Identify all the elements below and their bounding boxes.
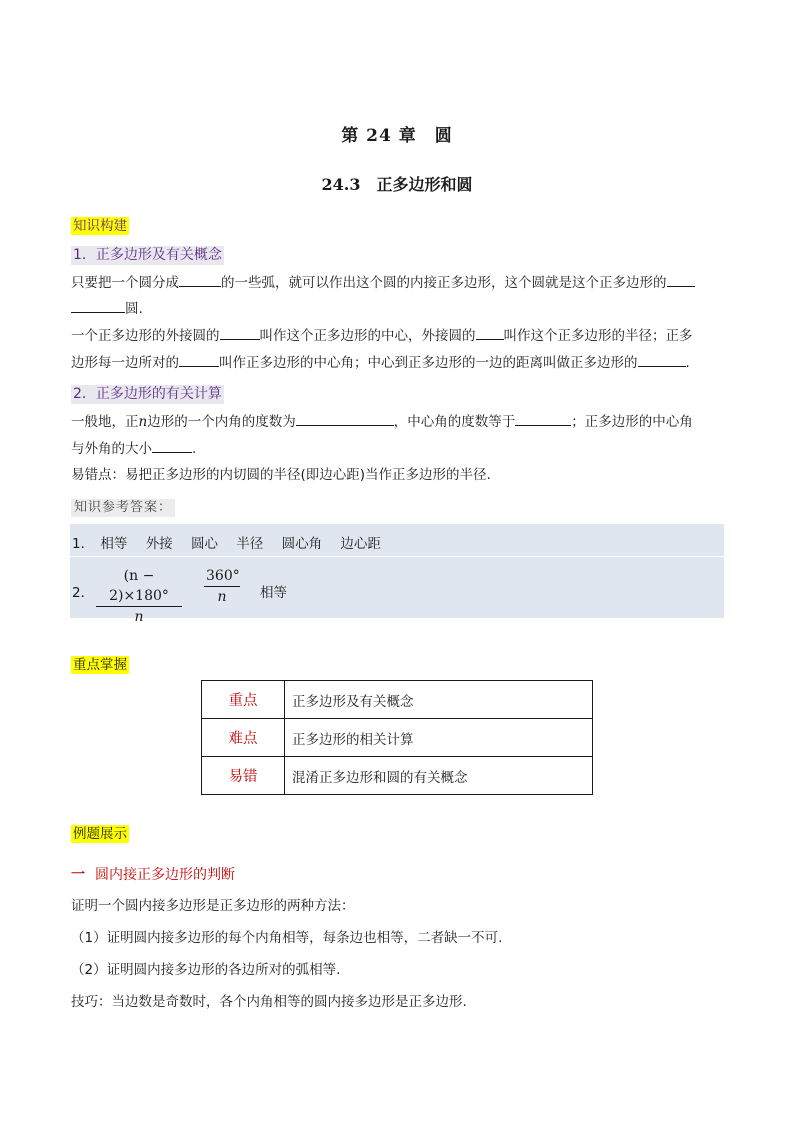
key-points-label: 重点掌握 — [73, 657, 127, 673]
key-cell: 易错 — [202, 757, 285, 795]
fill-blank — [515, 412, 571, 426]
text-segment: . — [192, 441, 197, 457]
fill-blank — [220, 326, 260, 340]
text-segment: 一般地，正 — [71, 414, 139, 430]
fill-blank — [667, 273, 695, 287]
answers-box — [70, 524, 724, 625]
part1-heading: 1．正多边形及有关概念 — [73, 247, 222, 263]
answer-item: 边心距 — [340, 536, 381, 552]
row-prefix: 2． — [72, 585, 95, 601]
examples-label: 例题展示 — [73, 826, 127, 842]
key-points-table — [201, 680, 593, 795]
text-segment: 一个正多边形的外接圆的 — [71, 328, 220, 344]
text-segment: ，中心角的度数等于 — [393, 414, 516, 430]
answer-item: 外接 — [145, 536, 173, 552]
text-segment: 与外角的大小 — [71, 441, 152, 457]
example-line1: 证明一个圆内接多边形是正多边形的两种方法： — [71, 898, 355, 914]
table-row — [202, 681, 593, 719]
part1-line1 — [71, 273, 723, 292]
text-segment: 只要把一个圆分成 — [71, 275, 179, 291]
knowledge-label: 知识构建 — [73, 218, 127, 234]
table-row — [202, 719, 593, 757]
fill-blank — [71, 299, 125, 313]
fraction-numerator: (n − 2)×180° — [96, 566, 182, 607]
answers-label: 知识参考答案： — [71, 499, 175, 517]
fraction-numerator: 360° — [204, 566, 240, 587]
text-segment: . — [685, 355, 690, 371]
fraction-interior-angle — [96, 566, 182, 627]
part1-line4 — [71, 353, 723, 372]
answer-item: 圆心角 — [281, 536, 323, 552]
answers-row2 — [72, 566, 372, 625]
value-cell: 正多边形的相关计算 — [285, 719, 593, 757]
fraction-denominator: n — [217, 589, 227, 605]
fill-blank — [476, 326, 504, 340]
fill-blank — [638, 353, 686, 367]
fraction-denominator: n — [134, 609, 144, 625]
fill-blank — [296, 412, 394, 426]
text-segment: 的一些弧，就可以作出这个圆的内接正多边形，这个圆就是这个正多边形的 — [221, 275, 667, 291]
part2-line1 — [71, 412, 723, 431]
fill-blank — [179, 353, 219, 367]
part1-line3 — [71, 326, 723, 345]
example-title — [71, 864, 235, 884]
value-cell: 正多边形及有关概念 — [285, 681, 593, 719]
answers-row1 — [72, 532, 395, 552]
text-segment: 圆. — [125, 301, 143, 317]
example-line3: （2）证明圆内接多边形的各边所对的弧相等. — [71, 962, 341, 978]
chapter-title: 第 24 章 圆 — [341, 126, 453, 146]
answer-item: 相等 — [260, 585, 287, 601]
table-row — [202, 757, 593, 795]
text-segment: 叫作这个正多边形的半径；正多 — [503, 328, 693, 344]
fraction-central-angle — [204, 566, 240, 607]
variable-n: n — [138, 414, 148, 430]
part2-line3: 易错点：易把正多边形的内切圆的半径(即边心距)当作正多边形的半径. — [71, 467, 491, 483]
row-prefix: 1． — [72, 536, 95, 552]
text-segment: 叫作正多边形的中心角；中心到正多边形的一边的距离叫做正多边形的 — [219, 355, 638, 371]
part2-line2 — [71, 439, 723, 458]
answers-divider — [70, 556, 724, 557]
text-segment: 边形每一边所对的 — [71, 355, 179, 371]
example-line4: 技巧：当边数是奇数时，各个内角相等的圆内接多边形是正多边形. — [71, 994, 467, 1010]
example-line2: （1）证明圆内接多边形的每个内角相等，每条边也相等，二者缺一不可. — [71, 930, 503, 946]
example-number: 一 — [71, 867, 85, 883]
answer-item: 相等 — [100, 536, 128, 552]
key-cell: 难点 — [202, 719, 285, 757]
part2-heading: 2．正多边形的有关计算 — [73, 386, 222, 402]
answer-item: 半径 — [236, 536, 264, 552]
example-heading: 圆内接正多边形的判断 — [95, 867, 235, 883]
part1-line2 — [71, 299, 723, 318]
text-segment: ；正多边形的中心角 — [571, 414, 693, 430]
value-cell: 混淆正多边形和圆的有关概念 — [285, 757, 593, 795]
section-title: 24.3 正多边形和圆 — [321, 175, 473, 194]
text-segment: 边形的一个内角的度数为 — [147, 414, 296, 430]
answer-item: 圆心 — [190, 536, 218, 552]
fill-blank — [152, 439, 192, 453]
fill-blank — [179, 273, 221, 287]
text-segment: 叫作这个正多边形的中心，外接圆的 — [259, 328, 476, 344]
key-cell: 重点 — [202, 681, 285, 719]
